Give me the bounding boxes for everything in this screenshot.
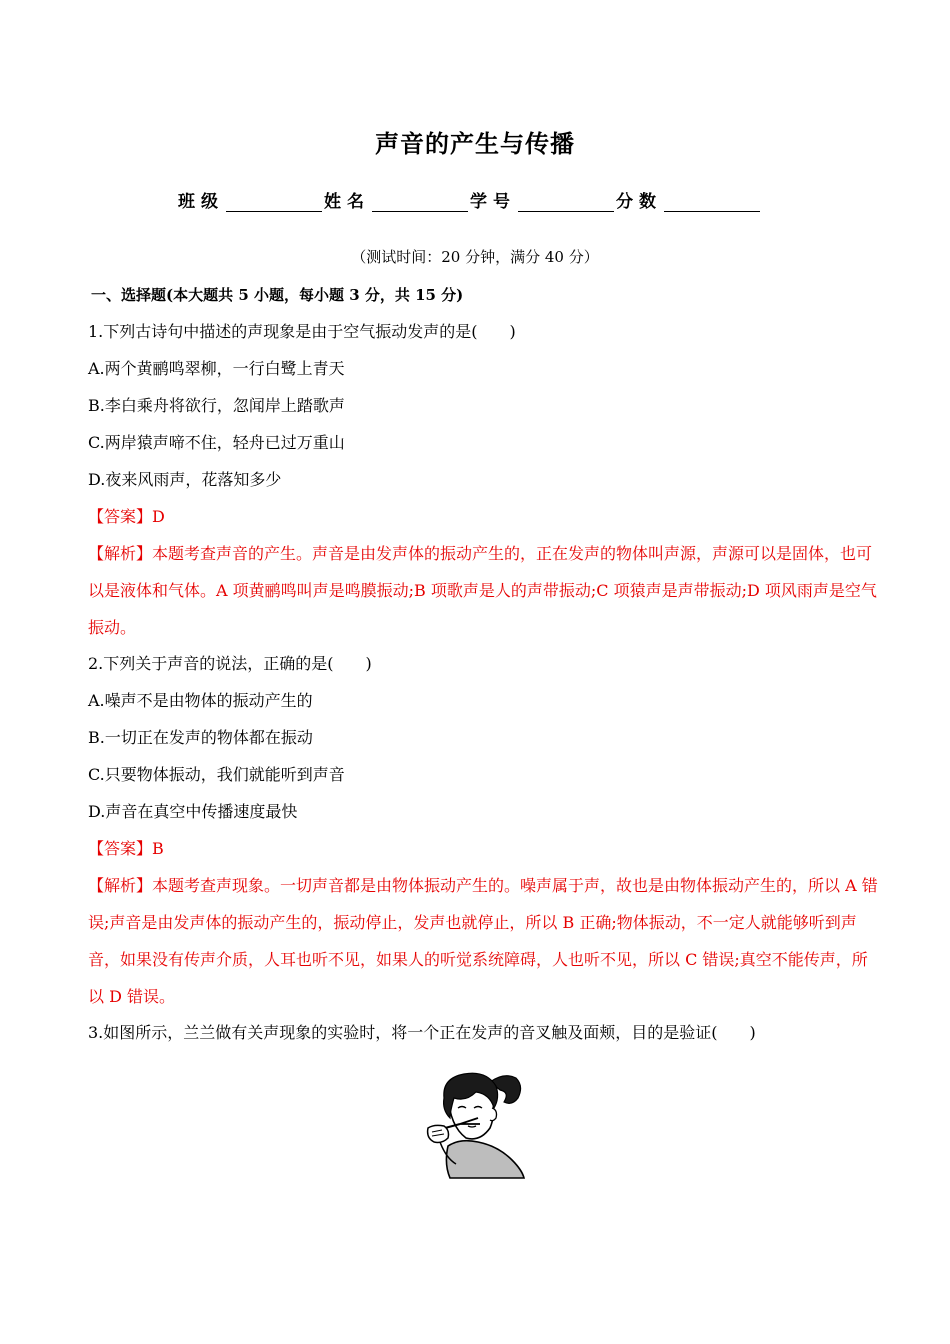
option-a: A.噪声不是由物体的振动产生的 [88,691,313,710]
question-stem: 1.下列古诗句中描述的声现象是由于空气振动发声的是( ) [88,322,516,341]
option-c: C.两岸猿声啼不住，轻舟已过万重山 [88,433,345,452]
class-label: 班级 [178,192,224,212]
test-time-note: （测试时间：20 分钟，满分 40 分） [351,248,599,266]
student-info-row [178,182,762,212]
option-b: B.一切正在发声的物体都在振动 [88,728,313,747]
analysis: 【解析】本题考查声现象。一切声音都是由物体振动产生的。噪声属于声，故也是由物体振动产生的，所以 A 错误;声音是由发声体的振动产生的，振动停止，发声也就停止，所以 B 正确;物体振动，不一定人就能够听到声音，如果没有传声介质，人耳也听不见，如果人的听觉系统障碍，人也听不见，所以 C 错误;真空不能传声，所以 D 错误。 [88,876,878,1006]
question-list [88,283,878,1058]
document-title: 声音的产生与传播 [375,129,575,158]
option-a: A.两个黄鹂鸣翠柳，一行白鹭上青天 [88,359,345,378]
question-2 [88,652,878,1015]
student-id-blank[interactable] [518,189,614,212]
option-d: D.夜来风雨声，花落知多少 [88,470,282,489]
option-d: D.声音在真空中传播速度最快 [88,802,298,821]
question-1 [88,320,878,646]
question-3 [88,1021,878,1045]
tuning-fork-girl-illustration [420,1068,530,1180]
option-b: B.李白乘舟将欲行，忽闻岸上踏歌声 [88,396,345,415]
answer: 【答案】D [88,507,165,526]
student-id-label: 学号 [470,192,516,212]
question-stem: 3.如图所示，兰兰做有关声现象的实验时，将一个正在发声的音叉触及面颊，目的是验证( ) [88,1023,756,1042]
score-blank[interactable] [664,189,760,212]
answer: 【答案】B [88,839,164,858]
score-label: 分数 [616,192,662,212]
analysis: 【解析】本题考查声音的产生。声音是由发声体的振动产生的，正在发声的物体叫声源，声源可以是固体，也可以是液体和气体。A 项黄鹂鸣叫声是鸣膜振动;B 项歌声是人的声带振动;C 项猿声是声带振动;D 项风雨声是空气振动。 [88,544,877,637]
name-label: 姓名 [324,192,370,212]
question-stem: 2.下列关于声音的说法，正确的是( ) [88,654,372,673]
option-c: C.只要物体振动，我们就能听到声音 [88,765,345,784]
name-blank[interactable] [372,189,468,212]
section-heading: 一、选择题(本大题共 5 小题，每小题 3 分，共 15 分) [91,286,464,304]
class-blank[interactable] [226,189,322,212]
